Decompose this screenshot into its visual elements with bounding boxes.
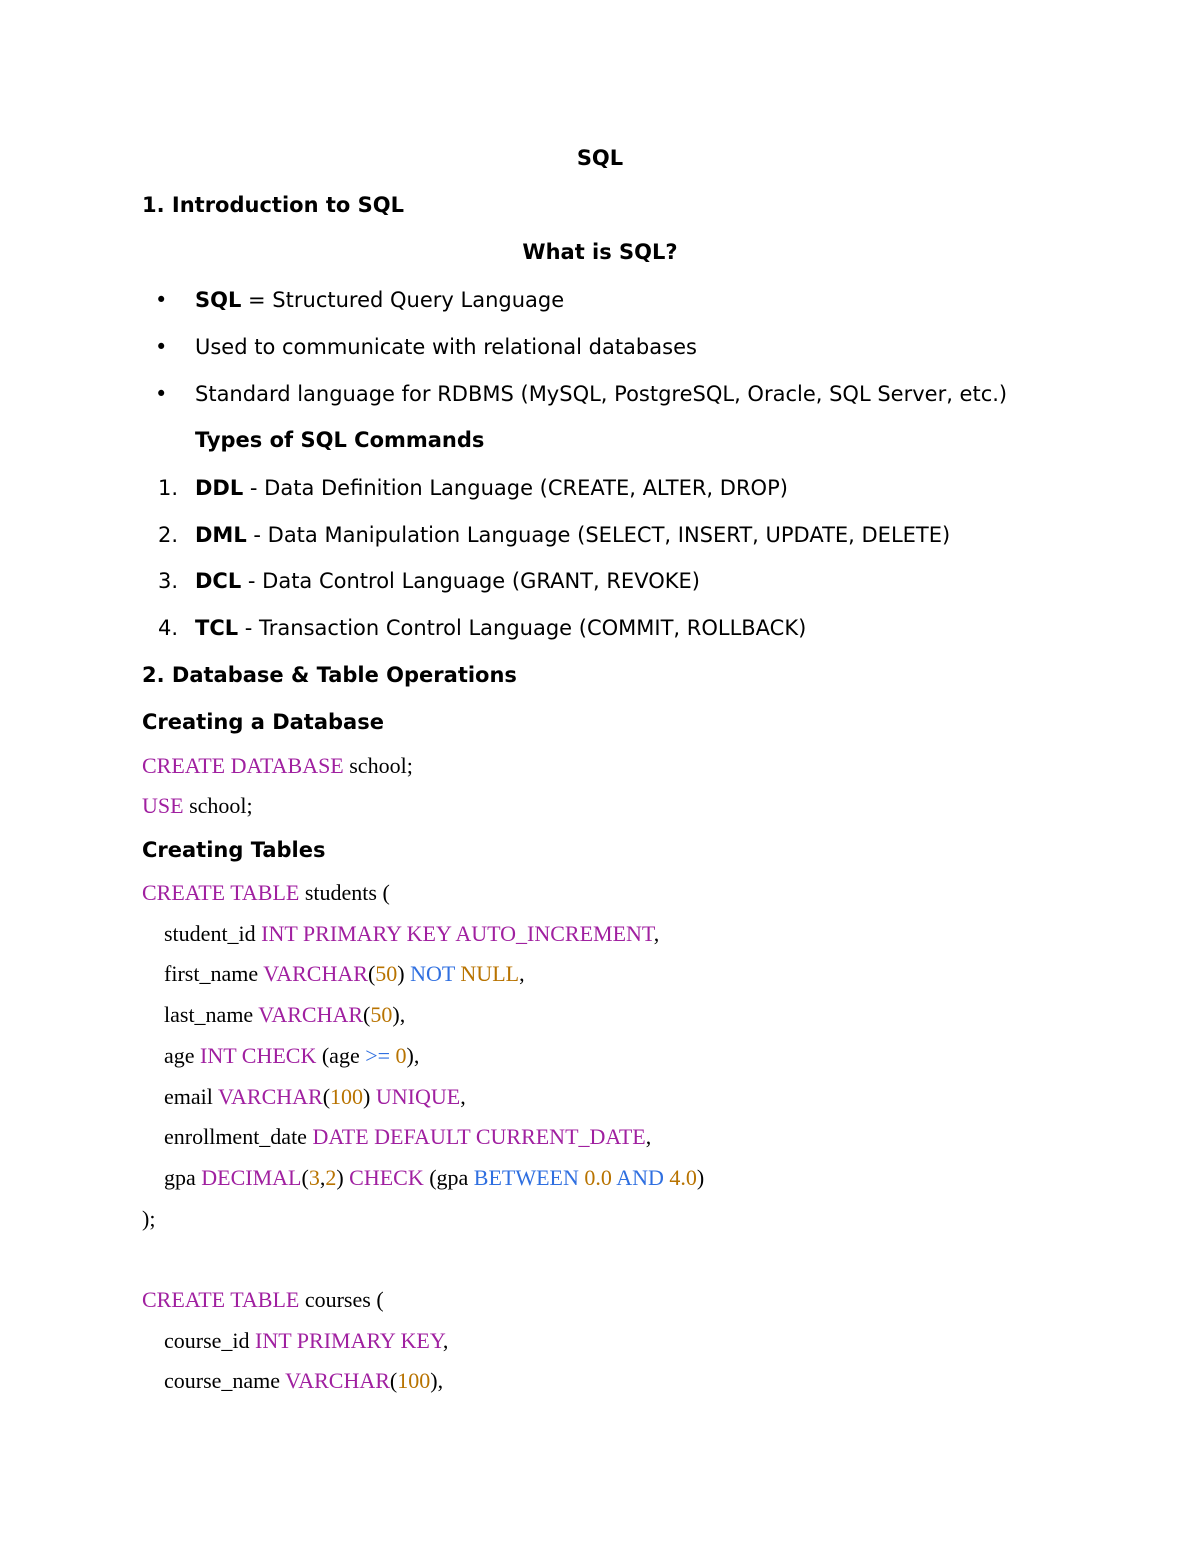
list-item: DCL - Data Control Language (GRANT, REVOKE): [195, 569, 700, 593]
code-token: VARCHAR: [263, 961, 368, 987]
code-token: last_name: [142, 1002, 259, 1028]
code-token: (: [301, 1164, 309, 1190]
code-token: INT PRIMARY KEY: [255, 1327, 443, 1353]
code-token: );: [142, 1205, 156, 1231]
code-token: CHECK: [349, 1164, 424, 1190]
code-token: BETWEEN: [473, 1164, 579, 1190]
code-token: VARCHAR: [285, 1368, 390, 1394]
code-token: ),: [392, 1002, 406, 1028]
code-token: courses (: [299, 1287, 384, 1312]
code-token: CREATE TABLE: [142, 1287, 300, 1312]
code-token: ),: [406, 1042, 420, 1068]
code-token: CREATE DATABASE: [142, 753, 344, 778]
code-token: email: [142, 1083, 218, 1109]
code-token: ,: [460, 1083, 466, 1109]
code-token: (: [367, 961, 376, 987]
section-1-heading: 1. Introduction to SQL: [142, 193, 404, 217]
code-token: 3: [308, 1164, 320, 1190]
code-token: (: [363, 1002, 371, 1028]
code-line: [142, 920, 659, 948]
code-token: 50: [370, 1002, 393, 1028]
code-line: [142, 1083, 466, 1111]
code-token: CREATE TABLE: [142, 880, 300, 905]
page-title: SQL: [576, 146, 624, 170]
bullet-icon: •: [155, 382, 168, 406]
code-line: [142, 1205, 155, 1233]
code-token: ,: [645, 1124, 652, 1150]
code-token: students (: [299, 880, 390, 905]
list-number: 4.: [158, 616, 179, 640]
bullet-icon: •: [155, 288, 168, 312]
code-token: NOT: [410, 961, 455, 987]
code-line: [142, 752, 413, 780]
code-line: [142, 792, 253, 820]
code-line: [142, 1001, 405, 1029]
code-line: [142, 1123, 651, 1151]
code-token: (: [322, 1083, 331, 1109]
code-token: USE: [142, 793, 184, 818]
list-item: Standard language for RDBMS (MySQL, PostgreSQL, Oracle, SQL Server, etc.): [195, 382, 1008, 406]
types-heading: Types of SQL Commands: [195, 428, 485, 452]
code-token: DECIMAL: [201, 1164, 302, 1190]
list-number: 3.: [158, 569, 179, 593]
code-line: [142, 1286, 384, 1314]
section-2-heading: 2. Database & Table Operations: [142, 663, 517, 687]
code-token: age: [142, 1042, 201, 1068]
code-token: >=: [365, 1042, 391, 1068]
list-number: 1.: [158, 476, 179, 500]
code-token: gpa: [142, 1164, 202, 1190]
code-token: course_name: [142, 1368, 286, 1394]
code-token: ): [696, 1164, 705, 1190]
code-token: ,: [319, 1164, 326, 1190]
code-token: DATE DEFAULT CURRENT_DATE: [312, 1124, 646, 1150]
list-item: Used to communicate with relational databases: [195, 335, 697, 359]
creating-database-heading: Creating a Database: [142, 710, 384, 734]
list-item: TCL - Transaction Control Language (COMMIT, ROLLBACK): [195, 616, 807, 640]
code-token: 0: [395, 1042, 407, 1068]
code-token: 0.0: [584, 1164, 612, 1190]
code-token: 4.0: [669, 1164, 697, 1190]
list-item: SQL = Structured Query Language: [195, 288, 565, 312]
code-token: first_name: [142, 961, 264, 987]
code-token: ): [363, 1083, 376, 1109]
code-token: (age: [316, 1042, 366, 1068]
list-number: 2.: [158, 523, 179, 547]
code-token: 50: [375, 961, 398, 987]
code-token: 2: [325, 1164, 337, 1190]
code-token: school;: [343, 753, 413, 778]
code-line: [142, 879, 390, 907]
code-token: ,: [519, 961, 525, 987]
code-line: [142, 1367, 443, 1395]
code-line: [142, 1042, 419, 1070]
code-line: [142, 960, 525, 988]
list-item: DML - Data Manipulation Language (SELECT, INSERT, UPDATE, DELETE): [195, 523, 951, 547]
code-token: enrollment_date: [142, 1124, 313, 1150]
code-token: ),: [430, 1368, 444, 1394]
what-is-sql-heading: What is SQL?: [522, 240, 678, 264]
creating-tables-heading: Creating Tables: [142, 838, 326, 862]
code-token: UNIQUE: [375, 1083, 461, 1109]
code-token: ): [397, 961, 411, 987]
code-line: [142, 1327, 448, 1355]
code-token: AND: [616, 1164, 664, 1190]
bullet-icon: •: [155, 335, 168, 359]
code-token: NULL: [460, 961, 520, 987]
code-token: ,: [653, 920, 660, 946]
code-token: (gpa: [423, 1164, 474, 1190]
code-token: VARCHAR: [258, 1002, 364, 1028]
code-token: course_id: [142, 1327, 256, 1353]
code-token: INT CHECK: [200, 1042, 317, 1068]
code-token: 100: [330, 1083, 364, 1109]
code-line: [142, 1164, 704, 1192]
code-token: student_id: [142, 920, 262, 946]
code-token: ): [336, 1164, 350, 1190]
code-token: 100: [397, 1368, 431, 1394]
code-token: (: [389, 1368, 398, 1394]
list-item: DDL - Data Definition Language (CREATE, ALTER, DROP): [195, 476, 788, 500]
code-token: VARCHAR: [217, 1083, 323, 1109]
code-token: INT PRIMARY KEY AUTO_INCREMENT: [261, 920, 654, 946]
code-token: ,: [442, 1327, 449, 1353]
code-token: school;: [183, 793, 253, 818]
